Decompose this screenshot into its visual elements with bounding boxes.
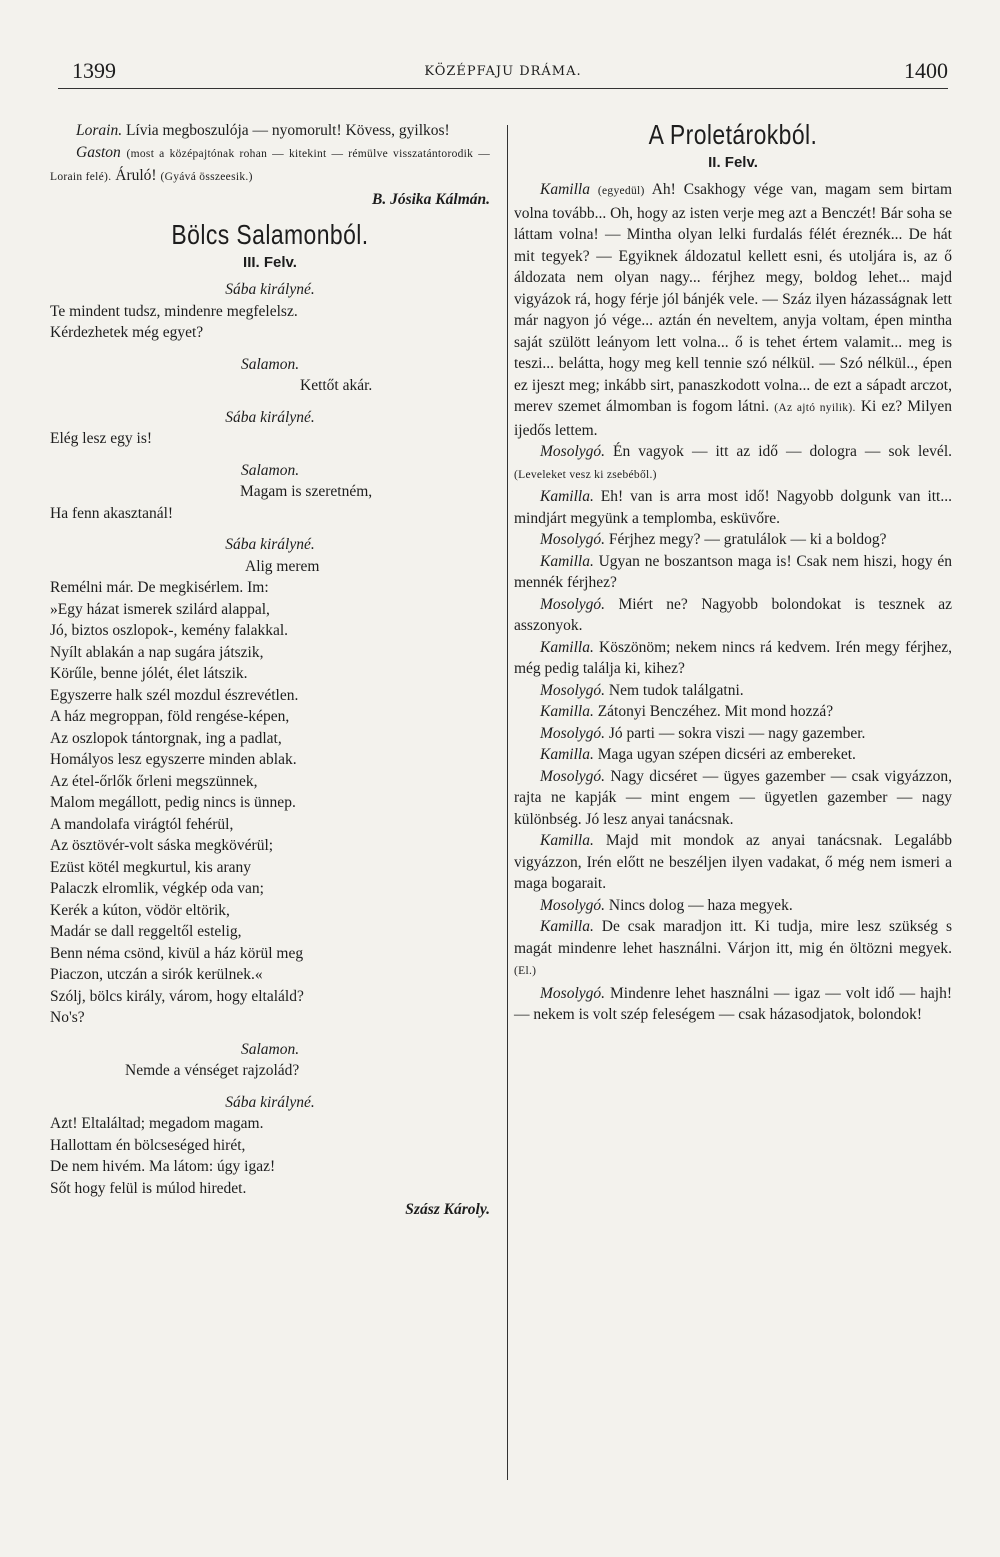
dialogue-entry [514, 766, 952, 831]
verse-line: Az ösztövér-volt sáska megkövérül; [50, 837, 274, 854]
speaker-name: Lorain. [76, 122, 123, 139]
dialogue-entry [514, 486, 952, 529]
speaker-name: Mosolygó. [540, 896, 606, 914]
verse-line: Benn néma csönd, kivül a ház körül meg [50, 944, 304, 962]
speech-text: Férjhez megy? — gratulálok — ki a boldog? [608, 531, 887, 548]
speaker-name: Gaston [76, 143, 121, 161]
speaker-name: Kamilla. [540, 638, 594, 656]
verse-line: Ha fenn akasztanál! [50, 504, 174, 522]
speaker-name: Kamilla. [540, 552, 594, 570]
verse-line: Jó, biztos oszlopok-, kemény falakkal. [50, 622, 289, 639]
verse-line: Magam is szeretném, [240, 483, 373, 500]
dialogue-entry [514, 551, 952, 594]
speaker-name: Kamilla. [540, 918, 594, 935]
verse-line: Remélni már. De megkisérlem. Im: [50, 579, 269, 596]
speaker-heading: Salamon. [240, 355, 300, 373]
speech-text: Nincs dolog — haza megyek. [608, 896, 793, 914]
column-divider [507, 125, 508, 1480]
section-title: Bölcs Salamonból. [171, 219, 369, 250]
speaker-heading: Sába királyné. [225, 1093, 315, 1111]
dialogue-entry [514, 744, 952, 766]
speech-text: De csak maradjon itt. Ki tudja, mire lesz szükség s magát mindenre lehet használni. Várjon itt, mig én öltözni megyek. [514, 918, 953, 957]
stage-direction: (El.) [514, 965, 537, 977]
page-number-left: 1399 [72, 58, 116, 83]
verse-line: Kérdezhetek még egyet? [50, 324, 204, 341]
speech-text: Köszönöm; nekem nincs rá kedvem. Irén megy férjhez, még pedig találja ki, kihez? [514, 638, 952, 677]
speech-text: Ugyan ne boszantson maga is! Csak nem hiszi, hogy én mennék férjhez? [514, 552, 952, 591]
verse-line: Te mindent tudsz, mindenre megfelelsz. [50, 302, 298, 320]
speaker-name: Kamilla. [540, 703, 594, 720]
verse-line: Azt! Eltaláltad; megadom magam. [50, 1115, 264, 1132]
verse-line: Nemde a vénséget rajzolád? [125, 1062, 300, 1079]
running-head: KÖZÉPFAJU DRÁMA. [424, 64, 582, 79]
author-signature: B. Jósika Kálmán. [372, 190, 490, 208]
speech-text: Miért ne? Nagyobb bolondokat is tesznek az asszonyok. [514, 595, 953, 634]
speaker-name: Kamilla. [540, 746, 594, 763]
dialogue-entry [514, 723, 952, 745]
verse-line: Hallottam én bölcseséged hirét, [50, 1136, 246, 1154]
dialogue-entry [514, 680, 952, 702]
speaker-name: Mosolygó. [540, 595, 606, 613]
speech-text: Én vagyok — itt az idő — dologra — sok levél. [613, 443, 952, 460]
speaker-name: Mosolygó. [540, 724, 606, 742]
verse-line: Nyílt ablakán a nap sugára játszik, [50, 643, 264, 661]
poem-block [50, 577, 490, 1029]
speaker-name: Mosolygó. [540, 767, 606, 785]
verse-line: A ház megroppan, föld rengése-képen, [50, 708, 290, 725]
speech-text: Ki ez? Milyen ijedős lettem. [514, 398, 953, 439]
stage-direction: (Gyává összeesik.) [160, 171, 253, 183]
speech-text: Zátonyi Benczéhez. Mit mond hozzá? [597, 703, 834, 720]
dialogue-entry [514, 830, 952, 895]
verse-line: Szólj, bölcs király, várom, hogy eltaláld? [50, 987, 304, 1005]
lorain-speech [50, 120, 490, 142]
page-number-right: 1400 [904, 58, 948, 83]
author-signature: Szász Károly. [405, 1201, 490, 1218]
section-title: A Proletárokból. [648, 119, 818, 150]
page-header [58, 58, 948, 89]
speech-text: Eh! van is arra most idő! Nagyobb dolgunk van itt... mindjárt megyünk a templomba, esküvőre. [514, 488, 952, 527]
dialogue-entry [514, 441, 952, 486]
speaker-name: Kamilla [540, 181, 590, 198]
verse-line: Az étel-őrlők őrleni megszünnek, [50, 772, 258, 790]
gaston-speech [50, 142, 490, 189]
dialogue-entry [514, 637, 952, 680]
stage-direction: (Az ajtó nyilik). [774, 402, 856, 414]
speaker-heading: Salamon. [240, 1040, 300, 1058]
speech-text: Lívia megboszulója — nyomorult! Kövess, gyilkos! [125, 122, 450, 139]
verse-line: »Egy házat ismerek szilárd alappal, [50, 600, 270, 618]
verse-line: De nem hivém. Ma látom: úgy igaz! [50, 1158, 276, 1175]
dialogue-entry [514, 701, 952, 723]
act-label: III. Felv. [243, 253, 297, 271]
verse-line: Palaczk elromlik, végkép oda van; [50, 880, 264, 897]
speaker-heading: Sába királyné. [225, 281, 315, 298]
speaker-heading: Sába királyné. [225, 536, 315, 553]
speech-text: Maga ugyan szépen dicséri az embereket. [597, 746, 856, 763]
dialogue-entry [514, 983, 952, 1026]
verse-line: Körűle, benne jólét, élet látszik. [50, 665, 248, 682]
speech-text: Nem tudok találgatni. [608, 681, 744, 699]
verse-line: Az oszlopok tántorgnak, ing a padlat, [50, 729, 282, 747]
verse-line: A mandolafa virágtól fehérül, [50, 815, 234, 833]
left-column [50, 120, 490, 1221]
speech-text: Nagy dicséret — ügyes gazember — csak vigyázzon, rajta ne kapják — mint engem — ügyetlen gazember — nagy különbség. Jó lesz anyai tanácsnak. [514, 767, 953, 828]
verse-line: Ezüst kötél megkurtul, kis arany [50, 858, 252, 876]
dialogue-entry [514, 916, 952, 983]
speech-text: Áruló! [115, 167, 157, 184]
kamilla-monologue [514, 179, 952, 441]
verse-line: Madár se dall reggeltől estelig, [50, 923, 242, 940]
stage-direction: (egyedül) [597, 185, 645, 197]
speaker-name: Kamilla. [540, 832, 594, 849]
speaker-name: Kamilla. [540, 488, 594, 505]
speaker-heading: Salamon. [240, 461, 300, 479]
verse-line: Kettőt akár. [300, 377, 373, 394]
verse-line: Kerék a kúton, vödör eltörik, [50, 901, 230, 919]
speaker-heading: Sába királyné. [225, 408, 315, 426]
verse-line: Elég lesz egy is! [50, 430, 153, 447]
speech-text: Jó parti — sokra viszi — nagy gazember. [608, 724, 866, 742]
verse-line: Alig merem [245, 557, 320, 575]
stage-direction: (most a középajtónak rohan — kitekint — rémülve visszatántorodik — Lorain felé). [50, 147, 491, 183]
speech-text: Majd mit mondok az anyai tanácsnak. Legalább vigyázzon, Irén előtt ne beszéljen ilyen vadakat, ő még nem ismeri a maga bogarait. [514, 832, 952, 892]
speaker-name: Mosolygó. [540, 681, 606, 699]
speech-text: Mindenre lehet használni — igaz — volt idő — hajh! — nekem is volt szép feleségem — csak házasodjatok, bolondok! [514, 984, 952, 1023]
speaker-name: Mosolygó. [540, 443, 606, 460]
verse-line: Egyszerre halk szél mozdul észrevétlen. [50, 686, 299, 704]
verse-line: Sőt hogy felül is múlod hiredet. [50, 1179, 247, 1197]
speaker-name: Mosolygó. [540, 984, 606, 1002]
act-label: II. Felv. [708, 153, 758, 171]
speaker-name: Mosolygó. [540, 531, 606, 548]
right-column [514, 120, 952, 1026]
verse-line: No's? [50, 1009, 85, 1026]
stage-direction: (Leveleket vesz ki zsebéből.) [514, 468, 657, 481]
speech-text: Ah! Csakhogy vége van, magam sem birtam volna tovább... Oh, hogy az isten verje meg azt a Benczét! Bár soha se láttam volna! — Mintha olyan lelki furdalás félét éreznék... De hát mit tegyek? — Egyiknek áldozatul kellett esni, és utoljára is, az ő áldozata nem olyan nagy... férjhez megy, boldog lehet... majd vigyázok rá, hogy férje jól bánjék vele. — Száz ilyen házasságnak lett már nagyon jó vége... aztán én neveltem, anyja voltam, épen mintha saját szülött leányom lett volna... ő is tehet értem valamit... meg is teszi... belátta, hogy meg kell tennie szó nélkül. — Szó nélkül.., épen ez ijeszt meg; inkább sirt, panaszkodott volna... de ezt a sápadt arczot, merev szemet álmomban is fogom látni. [514, 181, 952, 415]
dialogue-entry [514, 529, 952, 551]
dialogue-entry [514, 895, 952, 917]
verse-line: Homályos lesz egyszerre minden ablak. [50, 751, 297, 768]
dialogue-entry [514, 594, 952, 637]
verse-line: Piaczon, utczán a sirók kerülnek.« [50, 966, 263, 983]
dialogue-list [514, 441, 952, 1026]
verse-line: Malom megállott, pedig nincs is ünnep. [50, 794, 296, 811]
